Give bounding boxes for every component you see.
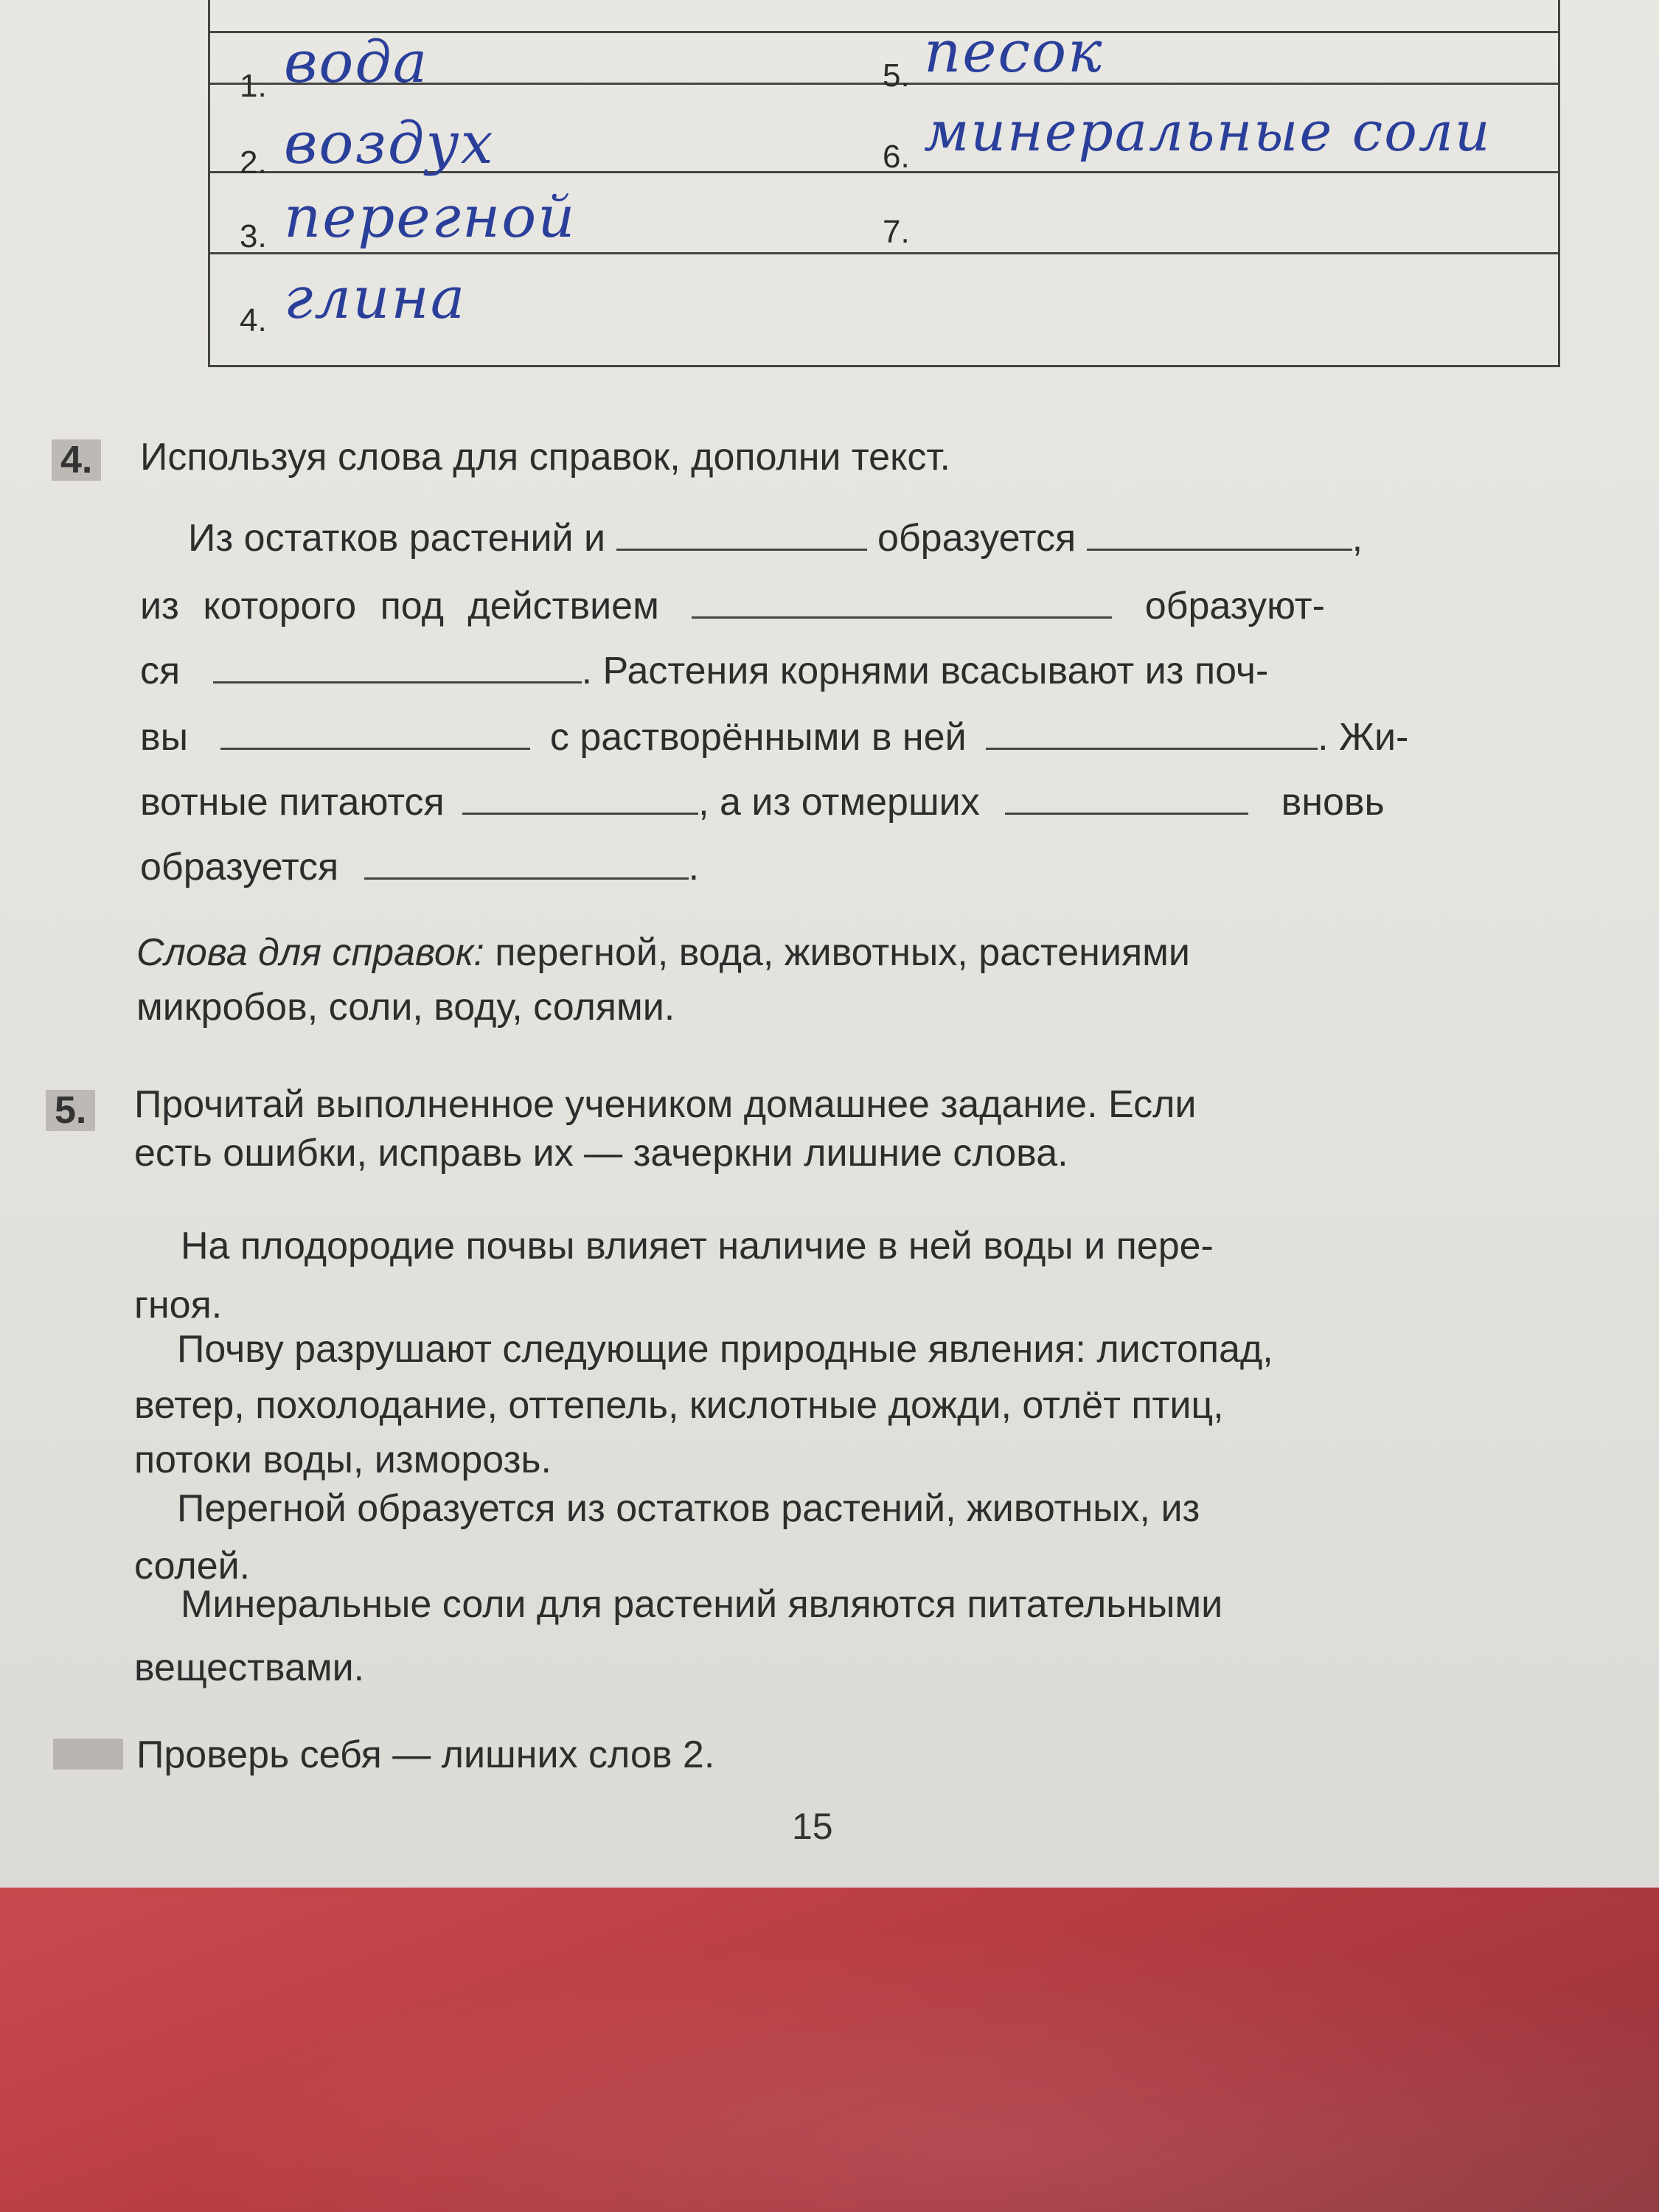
text: . Жи- [1318, 716, 1409, 759]
text: , [1352, 517, 1363, 560]
row1-left-answer: вода [284, 29, 429, 96]
text: с растворёнными в ней [549, 716, 967, 759]
text: из которого под действием [140, 585, 659, 627]
task5-p1-line1: На плодородие почвы влияет наличие в ней воды и пере- [181, 1225, 1214, 1267]
task5-number: 5. [46, 1090, 95, 1131]
task4-line5 [140, 780, 1385, 824]
text: образуется [140, 846, 339, 888]
task4-hint-line2: микробов, соли, воду, солями. [136, 986, 675, 1029]
task5-p2-line3: потоки воды, изморозь. [134, 1439, 552, 1481]
row2-left-num: 2. [240, 145, 267, 181]
task5-p3-line2: солей. [134, 1545, 251, 1587]
task4-title: Используя слова для справок, дополни текст. [140, 436, 950, 479]
blank-field[interactable] [1005, 812, 1248, 815]
task5-p2-line2: ветер, похолодание, оттепель, кислотные дожди, отлёт птиц, [134, 1384, 1224, 1427]
blank-field[interactable] [986, 747, 1318, 750]
text: вы [140, 716, 188, 759]
text: , а из отмерших [698, 781, 980, 824]
task4-number: 4. [52, 439, 101, 481]
blank-field[interactable] [616, 548, 867, 551]
text: ся [140, 650, 181, 692]
row4-left-answer: глина [284, 265, 467, 332]
text: . [688, 846, 700, 888]
text: Из остатков растений и [188, 517, 606, 560]
row3-left-num: 3. [240, 218, 267, 254]
blank-field[interactable] [462, 812, 698, 815]
row2-right-num: 6. [883, 139, 910, 175]
task5-p3-line1: Перегной образуется из остатков растений, животных, из [177, 1487, 1200, 1530]
text: вотные питаются [140, 781, 445, 824]
task5-title-line1: Прочитай выполненное учеником домашнее задание. Если [134, 1083, 1197, 1126]
row1-left-num: 1. [240, 68, 267, 104]
task5-p4-line2: веществами. [134, 1646, 365, 1689]
table-header-strip [210, 0, 1558, 33]
task4-hint-line1 [136, 931, 1190, 975]
blank-field[interactable] [213, 681, 582, 684]
row-divider [210, 252, 1558, 254]
row2-left-answer: воздух [284, 111, 495, 177]
blank-field[interactable] [220, 747, 530, 750]
task5-p2-line1: Почву разрушают следующие природные явления: листопад, [177, 1328, 1273, 1371]
page-number: 15 [792, 1806, 833, 1847]
row2-right-answer: минеральные соли [924, 100, 1492, 164]
task4-line3 [140, 649, 1268, 693]
text: образуют- [1144, 585, 1325, 627]
check-marker [53, 1739, 123, 1770]
row3-left-answer: перегной [284, 184, 577, 251]
hint-label: Слова для справок: [136, 931, 484, 974]
blank-field[interactable] [364, 877, 689, 880]
task4-line6 [140, 845, 699, 889]
text: образуется [877, 517, 1077, 560]
row3-right-num: 7. [883, 214, 910, 250]
text: . Растения корнями всасывают из поч- [581, 650, 1269, 692]
blank-field[interactable] [692, 616, 1112, 619]
task5-title-line2: есть ошибки, исправь их — зачеркни лишние слова. [134, 1132, 1068, 1175]
task4-line2 [140, 584, 1325, 628]
row1-right-num: 5. [883, 58, 910, 94]
check-yourself-text: Проверь себя — лишних слов 2. [136, 1733, 715, 1776]
task5-p4-line1: Минеральные соли для растений являются питательными [181, 1583, 1223, 1626]
task5-p1-line2: гноя. [134, 1284, 223, 1326]
text: вновь [1281, 781, 1385, 824]
hint-words: перегной, вода, животных, растениями [495, 931, 1190, 974]
task4-line4 [140, 715, 1408, 759]
blank-field[interactable] [1087, 548, 1352, 551]
row4-left-num: 4. [240, 302, 267, 338]
row1-right-answer: песок [924, 19, 1104, 86]
fabric-shading [0, 1888, 1659, 2212]
answer-table [208, 0, 1560, 367]
task4-line1 [188, 516, 1363, 560]
